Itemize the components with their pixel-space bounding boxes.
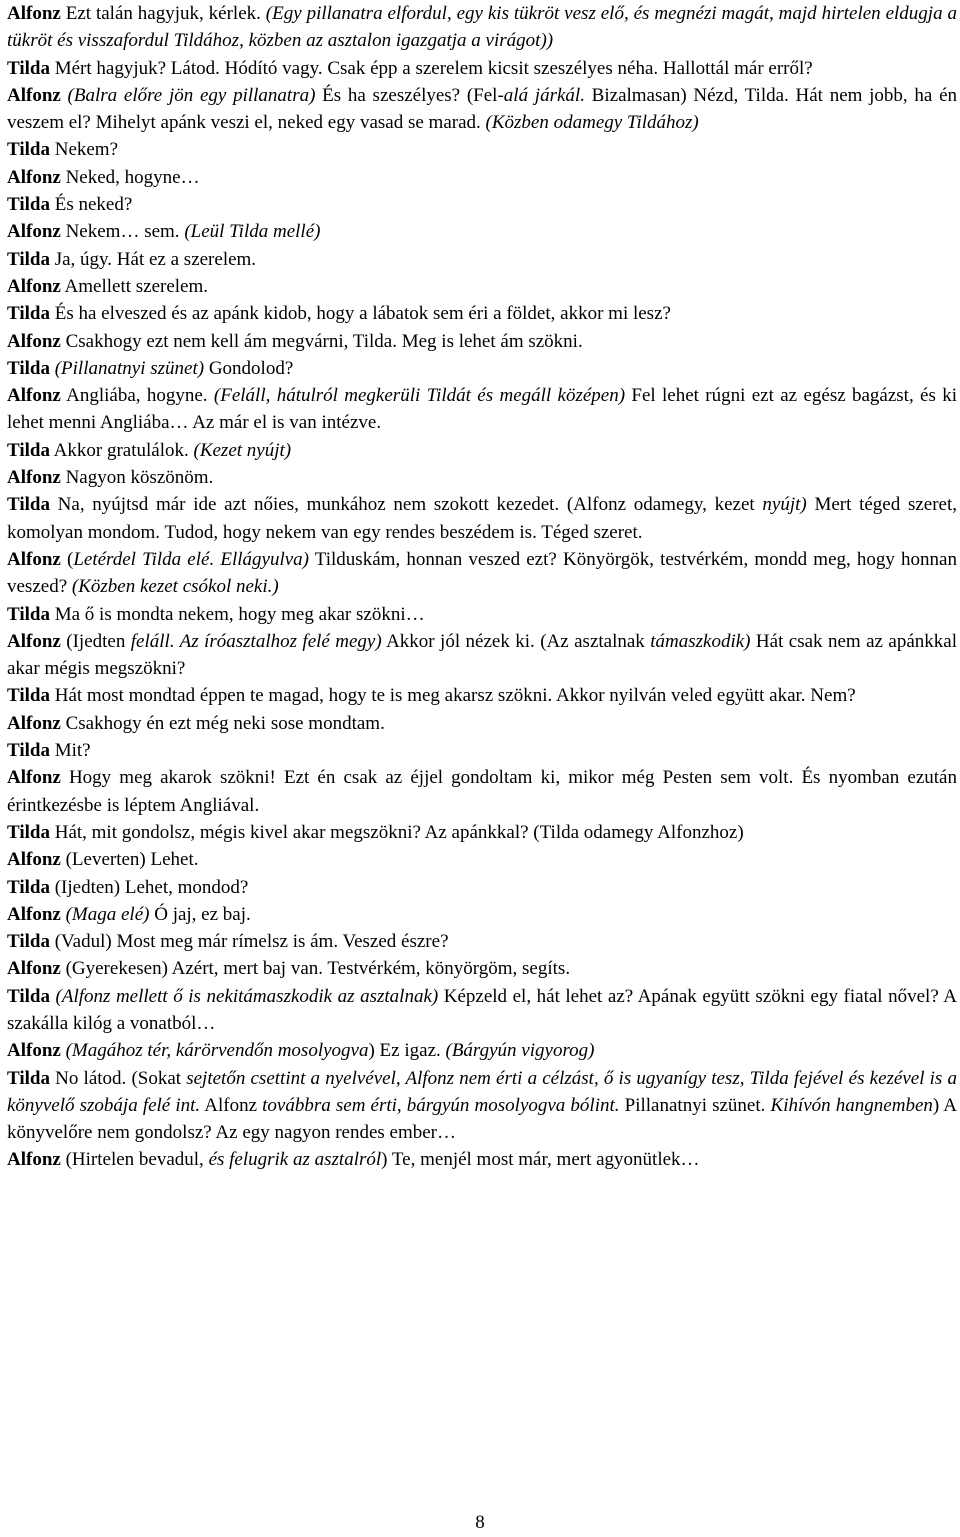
dialogue-line: [7, 218, 957, 245]
speaker-name: Alfonz: [7, 221, 61, 243]
speaker-name: Tilda: [7, 985, 50, 1007]
dialogue-text: Ma ő is mondta nekem, hogy meg akar szökni…: [49, 603, 425, 625]
dialogue-text: (Ijedten: [60, 630, 131, 652]
dialogue-text: No látod. (Sokat: [49, 1067, 187, 1089]
speaker-name: Alfonz: [7, 767, 61, 789]
dialogue-text: Akkor jól nézek ki. (Az asztalnak: [381, 630, 651, 652]
dialogue-text: (Hirtelen bevadul,: [60, 1149, 209, 1171]
dialogue-line: [7, 901, 957, 928]
stage-direction: (Közben odamegy Tildához): [485, 112, 699, 134]
dialogue-line: [7, 983, 957, 1038]
speaker-name: Tilda: [7, 494, 50, 516]
dialogue-text: (Gyerekesen) Azért, mert baj van. Testvérkém, könyörgöm, segíts.: [60, 958, 571, 980]
dialogue-line: [7, 464, 957, 491]
dialogue-line: [7, 382, 957, 437]
dialogue-line: [7, 764, 957, 819]
dialogue-text: Mért hagyjuk? Látod. Hódító vagy. Csak épp a szerelem kicsit szeszélyes néha. Hallottál már erről?: [49, 57, 813, 79]
dialogue-line: [7, 601, 957, 628]
dialogue-text: Alfonz: [200, 1094, 263, 1116]
dialogue-line: [7, 437, 957, 464]
dialogue-text: (: [60, 548, 74, 570]
speaker-name: Alfonz: [7, 330, 61, 352]
stage-direction: továbbra sem érti, bárgyún mosolyogva bólint.: [262, 1094, 620, 1116]
speaker-name: Tilda: [7, 139, 50, 161]
speaker-name: Alfonz: [7, 467, 61, 489]
dialogue-line: [7, 819, 957, 846]
stage-direction: (Kezet nyújt): [193, 439, 292, 461]
dialogue-text: Bizalmasan) Nézd, Tilda. Hát nem jobb, ha én veszem el? Mihelyt apánk veszi el, neked egy vasad se marad.: [7, 84, 957, 134]
dialogue-text: Gondolod?: [204, 357, 294, 379]
speaker-name: Tilda: [7, 931, 50, 953]
speaker-name: Alfonz: [7, 385, 61, 407]
stage-direction: (Leül Tilda mellé): [184, 221, 321, 243]
stage-direction: (Egy pillanatra elfordul, egy kis tükröt vesz elő, és megnézi magát, majd hirtelen eldugja a tükröt és visszafordul Tildához, közben az asztalon igazgatja a virágot)): [7, 3, 957, 52]
dialogue-line: [7, 546, 957, 601]
dialogue-line: [7, 491, 957, 546]
stage-direction: sejtetőn csettint a nyelvével, Alfonz nem érti a célzást, ő is ugyanígy tesz, Tilda fejével és kezével is a könyvelő szobája felé int.: [7, 1067, 957, 1116]
dialogue-text: (Vadul) Most meg már rímelsz is ám. Veszed észre?: [49, 931, 449, 953]
speaker-name: Alfonz: [7, 84, 61, 106]
dialogue-text: Pillanatnyi szünet.: [619, 1094, 771, 1116]
speaker-name: Alfonz: [7, 3, 61, 24]
page-number: 8: [475, 1512, 485, 1533]
speaker-name: Tilda: [7, 57, 50, 79]
dialogue-line: [7, 682, 957, 709]
dialogue-text: Hát, mit gondolsz, mégis kivel akar megszökni? Az apánkkal? (Tilda odamegy Alfonzhoz): [49, 821, 744, 843]
dialogue-text: ) A könyvelőre nem gondolsz? Az egy nagyon rendes ember…: [7, 1094, 958, 1144]
stage-direction: alá járkál.: [503, 84, 585, 106]
stage-direction: (Maga elé): [60, 903, 150, 925]
speaker-name: Tilda: [7, 357, 50, 379]
dialogue-text: Ja, úgy. Hát ez a szerelem.: [49, 248, 257, 270]
stage-direction: (Magához tér, kárörvendőn mosolyogva: [60, 1040, 369, 1062]
stage-direction: (Bárgyún vigyorog): [445, 1040, 595, 1062]
speaker-name: Tilda: [7, 439, 50, 461]
speaker-name: Alfonz: [7, 275, 61, 297]
speaker-name: Tilda: [7, 603, 50, 625]
speaker-name: Tilda: [7, 1067, 50, 1089]
dialogue-text: Mert téged szeret, komolyan mondom. Tudod, hogy nekem van egy rendes beszédem is. Téged szeret.: [7, 494, 958, 543]
dialogue-text: Na, nyújtsd már ide azt nőies, munkához nem szokott kezedet. (Alfonz odamegy, kezet: [49, 494, 763, 516]
stage-direction: (Közben kezet csókol neki.): [71, 576, 279, 598]
dialogue-text: (Leverten) Lehet.: [60, 849, 199, 871]
speaker-name: Alfonz: [7, 958, 61, 980]
dialogue-line: [7, 0, 957, 55]
dialogue-text: (Ijedten) Lehet, mondod?: [49, 876, 249, 898]
dialogue-line: [7, 300, 957, 327]
dialogue-text: Nekem… sem.: [60, 221, 185, 243]
dialogue-text: Nekem?: [49, 139, 119, 161]
dialogue-text: Hogy meg akarok szökni! Ezt én csak az éjjel gondoltam ki, mikor még Pesten sem volt. És nyomban ezután érintkezésbe is léptem Angliával.: [7, 767, 957, 816]
dialogue-text: Amellett szerelem.: [60, 275, 209, 297]
dialogue-line: [7, 246, 957, 273]
dialogue-text: Angliába, hogyne.: [60, 385, 214, 407]
dialogue-line: [7, 874, 957, 901]
stage-direction: feláll. Az íróasztalhoz felé megy): [130, 630, 382, 652]
dialogue-text: Mit?: [49, 740, 91, 762]
dialogue-line: [7, 136, 957, 163]
dialogue-line: [7, 191, 957, 218]
speaker-name: Tilda: [7, 821, 50, 843]
dialogue-text: ) Ez igaz.: [368, 1040, 446, 1062]
speaker-name: Alfonz: [7, 630, 61, 652]
dialogue-line: [7, 928, 957, 955]
dialogue-text: Neked, hogyne…: [60, 166, 200, 188]
speaker-name: Alfonz: [7, 1040, 61, 1062]
dialogue-line: [7, 1146, 957, 1173]
dialogue-text: Akkor gratulálok.: [49, 439, 194, 461]
stage-direction: (Pillanatnyi szünet): [49, 357, 205, 379]
dialogue-text: Hát csak nem az apánkkal akar mégis megszökni?: [7, 630, 957, 680]
dialogue-text: És neked?: [49, 194, 133, 216]
dialogue-line: [7, 710, 957, 737]
stage-direction: nyújt): [762, 494, 807, 516]
stage-direction: (Balra előre jön egy pillanatra): [60, 84, 316, 106]
stage-direction: Letérdel Tilda elé. Ellágyulva): [73, 548, 309, 570]
dialogue-text: Tilduskám, honnan veszed ezt? Könyörgök, testvérkém, mondd meg, hogy honnan veszed?: [7, 548, 957, 598]
speaker-name: Alfonz: [7, 1149, 61, 1171]
speaker-name: Alfonz: [7, 903, 61, 925]
dialogue-text: Fel lehet rúgni ezt az egész bagázst, és ki lehet menni Angliába… Az már el is van intézve.: [7, 385, 958, 434]
speaker-name: Alfonz: [7, 712, 61, 734]
stage-direction: (Feláll, hátulról megkerüli Tildát és megáll középen): [213, 385, 626, 407]
speaker-name: Alfonz: [7, 166, 61, 188]
speaker-name: Tilda: [7, 685, 50, 707]
dialogue-text: Nagyon köszönöm.: [60, 467, 214, 489]
dialogue-line: [7, 355, 957, 382]
stage-direction: és felugrik az asztalról: [208, 1149, 382, 1171]
dialogue-line: [7, 1037, 957, 1064]
stage-direction: támaszkodik): [650, 630, 751, 652]
dialogue-line: [7, 846, 957, 873]
speaker-name: Alfonz: [7, 548, 61, 570]
dialogue-text: Csakhogy én ezt még neki sose mondtam.: [60, 712, 385, 734]
dialogue-line: [7, 273, 957, 300]
speaker-name: Tilda: [7, 194, 50, 216]
dialogue-text: ) Te, menjél most már, mert agyonütlek…: [381, 1149, 700, 1171]
dialogue-text: És ha elveszed és az apánk kidob, hogy a lábatok sem éri a földet, akkor mi lesz?: [49, 303, 671, 325]
speaker-name: Tilda: [7, 740, 50, 762]
speaker-name: Tilda: [7, 248, 50, 270]
dialogue-line: [7, 628, 957, 683]
dialogue-text: Ezt talán hagyjuk, kérlek.: [60, 3, 266, 24]
dialogue-text: Képzeld el, hát lehet az? Apának együtt szökni egy fiatal nővel? A szakálla kilóg a vonatból…: [7, 985, 957, 1034]
stage-direction: (Alfonz mellett ő is nekitámaszkodik az asztalnak): [49, 985, 439, 1007]
dialogue-line: [7, 328, 957, 355]
dialogue-line: [7, 955, 957, 982]
script-page: [7, 0, 957, 1174]
speaker-name: Tilda: [7, 303, 50, 325]
dialogue-line: [7, 55, 957, 82]
dialogue-text: Ó jaj, ez baj.: [149, 903, 251, 925]
stage-direction: Kihívón hangnemben: [770, 1094, 933, 1116]
speaker-name: Tilda: [7, 876, 50, 898]
dialogue-line: [7, 1065, 957, 1147]
dialogue-text: Hát most mondtad éppen te magad, hogy te is meg akarsz szökni. Akkor nyilván veled együtt akar. Nem?: [49, 685, 856, 707]
dialogue-line: [7, 737, 957, 764]
dialogue-line: [7, 82, 957, 137]
speaker-name: Alfonz: [7, 849, 61, 871]
dialogue-text: Csakhogy ezt nem kell ám megvárni, Tilda. Meg is lehet ám szökni.: [60, 330, 583, 352]
dialogue-text: És ha szeszélyes? (Fel-: [315, 84, 504, 106]
dialogue-line: [7, 164, 957, 191]
